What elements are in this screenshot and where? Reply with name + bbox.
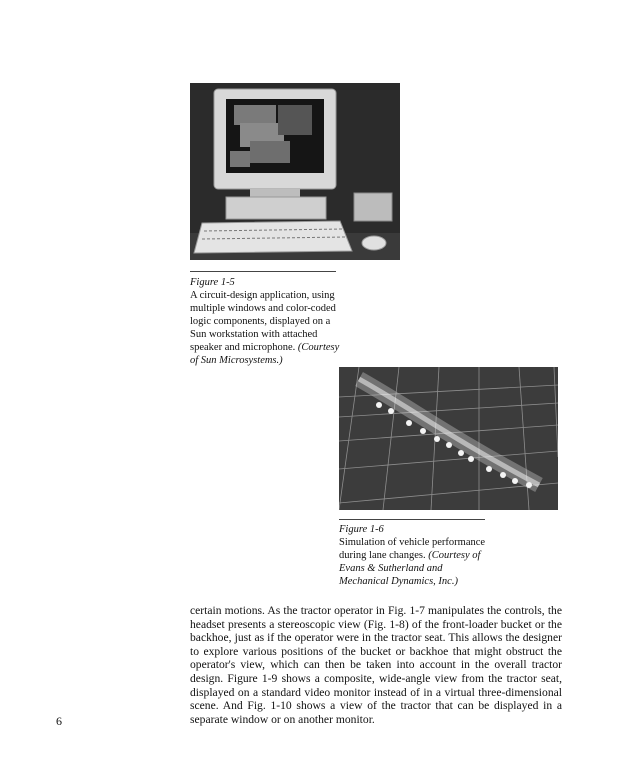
body-paragraph: certain motions. As the tractor operator in Fig. 1-7 manipulates the controls, the headset presents a stereoscopic view (Fig. 1-8) of the front-loader bucket or the backhoe, just as if the operator were in the tractor seat. This allows the designer to explore various positions of the bucket or backhoe that might obstruct the operator's view, which can then be taken into account in the overall tractor design. Figure 1-9 shows a composite, wide-angle view from the tractor seat, displayed on a standard video monitor instead of in a virtual three-dimensional scene. And Fig. 1-10 shows a view of the tractor that can be displayed in a separate window or on another monitor. [190, 604, 562, 726]
figure-1-5-caption [190, 276, 342, 367]
figure-1-5-text [190, 289, 342, 367]
figure-1-6-rule [339, 519, 485, 520]
figure-1-5-rule [190, 271, 336, 272]
figure-1-6-credit: (Courtesy of Evans & Sutherland and Mechanical Dynamics, Inc.) [339, 550, 481, 587]
figure-1-6-text [339, 536, 487, 588]
figure-1-5-caption-text: A circuit-design application, using multiple windows and color-coded logic components, displayed on a Sun workstation with attached speaker and microphone. [190, 290, 336, 353]
figure-1-6-photo [339, 367, 558, 510]
page-number: 6 [56, 714, 62, 728]
figure-1-5-label: Figure 1-5 [190, 277, 235, 288]
figure-1-5-photo [190, 83, 400, 260]
figure-1-6-caption-text: Simulation of vehicle performance during lane changes. [339, 537, 486, 561]
figure-1-6-caption [339, 523, 487, 588]
figure-1-6-label: Figure 1-6 [339, 524, 384, 535]
figure-1-5-credit: (Courtesy of Sun Microsystems.) [190, 342, 340, 366]
vehicle-simulation-illustration [339, 367, 558, 510]
workstation-illustration [190, 83, 400, 260]
